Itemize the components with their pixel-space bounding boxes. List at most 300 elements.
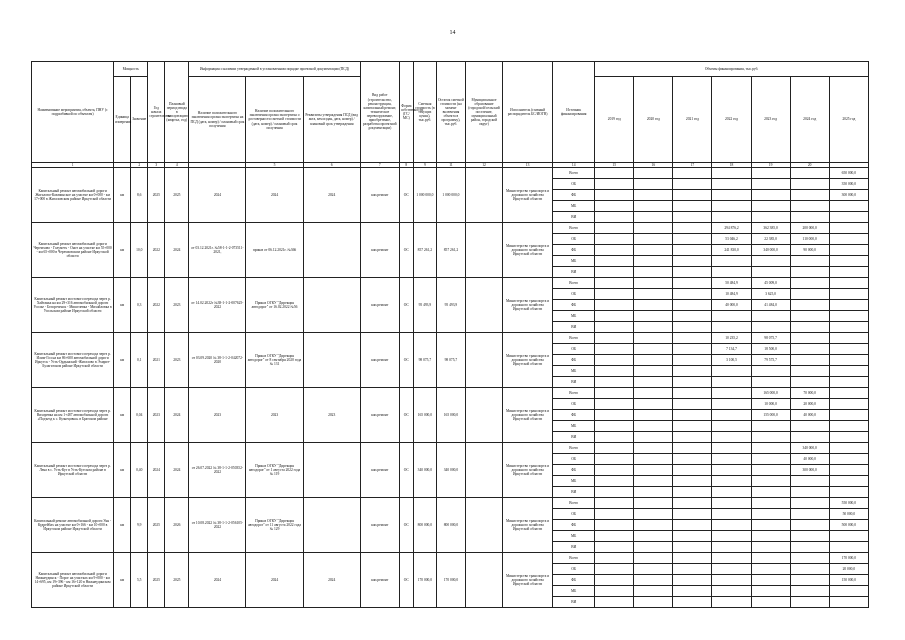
cell-amount [829, 289, 868, 300]
cell-municipality [465, 443, 502, 498]
cell-amount: 340 000,0 [751, 245, 790, 256]
cell-amount [673, 190, 712, 201]
cell-amount [751, 553, 790, 564]
header-year: 2019 год [595, 77, 634, 163]
cell-period: 2025 [165, 553, 189, 608]
header-year: 2020 год [634, 77, 673, 163]
cell-unit: км [114, 553, 131, 608]
cell-amount [751, 509, 790, 520]
cell-amount [634, 267, 673, 278]
cell-amount: 50 484,9 [712, 278, 751, 289]
cell-amount [712, 256, 751, 267]
cell-amount [790, 553, 829, 564]
cell-fin-source: ФБ [553, 355, 595, 366]
cell-amount [829, 465, 868, 476]
cell-amount [790, 498, 829, 509]
cell-amount: 40 000,0 [790, 410, 829, 421]
cell-amount [712, 443, 751, 454]
cell-amount [829, 300, 868, 311]
table-row [32, 278, 869, 289]
cell-amount [595, 256, 634, 267]
cell-amount: 7 134,7 [712, 344, 751, 355]
cell-amount [634, 344, 673, 355]
cell-executor: Министерство транспорта и дорожного хозяйства Иркутской области [503, 553, 553, 608]
cell-value: 0,04 [131, 388, 148, 443]
cell-amount [790, 575, 829, 586]
cell-amount [829, 586, 868, 597]
column-number: 15 [595, 163, 634, 168]
cell-amount [634, 498, 673, 509]
cell-amount [751, 443, 790, 454]
cell-amount [790, 179, 829, 190]
cell-amount [829, 399, 868, 410]
cell-amount [673, 289, 712, 300]
cell-amount [712, 542, 751, 553]
cell-fin-source: ВИ [553, 377, 595, 388]
cell-amount: 79 575,7 [751, 355, 790, 366]
cell-cost: 857 261,2 [413, 223, 436, 278]
cell-amount [751, 476, 790, 487]
cell-amount [751, 586, 790, 597]
cell-fin-source: ОБ [553, 509, 595, 520]
cell-value: 0,40 [131, 443, 148, 498]
cell-period: 2023 [165, 333, 189, 388]
cell-amount [634, 377, 673, 388]
cell-amount [673, 278, 712, 289]
cell-amount: 300 000,0 [790, 465, 829, 476]
cell-amount: 50 000,0 [829, 509, 868, 520]
cell-amount [790, 366, 829, 377]
cell-amount [634, 509, 673, 520]
cell-amount [634, 454, 673, 465]
cell-doc-b: Приказ ОГКУ "Дирекция автодорог" от 11 августа 2022 года № 129 [246, 498, 303, 553]
cell-amount [673, 344, 712, 355]
cell-doc-a: от 14.02.2022г №38-1-1-2-007625-2022 [189, 278, 246, 333]
cell-amount [790, 421, 829, 432]
cell-amount [673, 586, 712, 597]
cell-amount [595, 597, 634, 608]
cell-amount [634, 333, 673, 344]
cell-fin-source: МБ [553, 256, 595, 267]
cell-amount [790, 322, 829, 333]
cell-amount: 155 000,0 [751, 410, 790, 421]
cell-value: 5,5 [131, 553, 148, 608]
cell-amount [634, 190, 673, 201]
cell-amount [634, 322, 673, 333]
cell-amount [595, 267, 634, 278]
cell-name: Капитальный ремонт автомобильной дороги Уян - Кудрейбах на участке км 0+166 - км 10+000 в Иркутском районе Иркутской области [32, 498, 114, 553]
column-number: 3 [148, 163, 165, 168]
cell-amount [790, 190, 829, 201]
cell-amount [673, 223, 712, 234]
cell-amount [712, 520, 751, 531]
cell-fin-source: ВИ [553, 267, 595, 278]
cell-amount [673, 168, 712, 179]
table-row [32, 388, 869, 399]
cell-amount [595, 289, 634, 300]
cell-municipality [465, 498, 502, 553]
cell-amount [673, 553, 712, 564]
cell-unit: км [114, 278, 131, 333]
cell-amount [829, 201, 868, 212]
cell-value: 9,9 [131, 498, 148, 553]
cell-amount: 3 625,0 [751, 289, 790, 300]
cell-amount [790, 432, 829, 443]
cell-amount: 362 385,0 [751, 223, 790, 234]
cell-unit: км [114, 388, 131, 443]
cell-amount [673, 597, 712, 608]
cell-amount [712, 487, 751, 498]
cell-amount: 241 830,0 [712, 245, 751, 256]
cell-amount [595, 377, 634, 388]
cell-name: Капитальный ремонт автомобильной дороги Нижнеудинск - Порог на участках км 9+000 - км 14+695, км 19+396 - км 16+120 в Нижнеудинском районе Иркутской области [32, 553, 114, 608]
cell-amount [829, 454, 868, 465]
header-year: 2023 год [751, 77, 790, 163]
cell-amount [790, 476, 829, 487]
cell-start: 2025 [148, 498, 165, 553]
cell-amount: 22 385,0 [751, 234, 790, 245]
column-number: 5 [246, 163, 303, 168]
cell-amount [595, 333, 634, 344]
cell-amount [595, 223, 634, 234]
cell-executor: Министерство транспорта и дорожного хозяйства Иркутской области [503, 168, 553, 223]
cell-work-type: кап.ремонт [360, 223, 399, 278]
cell-municipality [465, 223, 502, 278]
cell-amount: 500 000,0 [829, 520, 868, 531]
cell-start: 2021 [148, 333, 165, 388]
cell-amount [712, 168, 751, 179]
cell-amount [673, 509, 712, 520]
cell-work-type: кап.ремонт [360, 168, 399, 223]
cell-amount: 200 000,0 [790, 223, 829, 234]
cell-amount [673, 179, 712, 190]
cell-fin-source: ФБ [553, 190, 595, 201]
cell-executor: Министерство транспорта и дорожного хозяйства Иркутской области [503, 223, 553, 278]
cell-fin-source: ОБ [553, 564, 595, 575]
cell-amount: 98 075,7 [751, 333, 790, 344]
cell-doc-c: 2024 [303, 168, 360, 223]
cell-amount [634, 355, 673, 366]
cell-executor: Министерство транспорта и дорожного хозяйства Иркутской области [503, 333, 553, 388]
cell-cost: 800 000,0 [413, 498, 436, 553]
table-body [32, 163, 869, 608]
cell-doc-b: 2023 [246, 388, 303, 443]
cell-amount [634, 410, 673, 421]
cell-start: 2023 [148, 388, 165, 443]
cell-amount [595, 476, 634, 487]
cell-amount [673, 465, 712, 476]
cell-amount: 110 000,0 [790, 234, 829, 245]
column-number: 19 [751, 163, 790, 168]
cell-amount [751, 267, 790, 278]
cell-amount [595, 300, 634, 311]
cell-amount [712, 179, 751, 190]
cell-amount [673, 377, 712, 388]
cell-amount [634, 520, 673, 531]
header-period: Плановый период ввода в эксплуатацию (квартал, год) [165, 62, 189, 163]
cell-amount [595, 190, 634, 201]
cell-amount [790, 201, 829, 212]
column-number: 2 [131, 163, 148, 168]
cell-value: 0,3 [131, 278, 148, 333]
cell-amount [595, 487, 634, 498]
cell-amount [829, 278, 868, 289]
cell-municipality [465, 553, 502, 608]
column-number: 20 [790, 163, 829, 168]
cell-work-type: кап.ремонт [360, 498, 399, 553]
cell-amount [829, 421, 868, 432]
cell-amount: 18 500,0 [751, 344, 790, 355]
cell-amount [673, 333, 712, 344]
cell-amount [634, 542, 673, 553]
cell-amount [790, 377, 829, 388]
cell-amount [634, 575, 673, 586]
cell-amount: 40 000,0 [790, 454, 829, 465]
table-row [32, 168, 869, 179]
cell-amount [829, 443, 868, 454]
cell-fin-source: ВИ [553, 432, 595, 443]
cell-amount [790, 586, 829, 597]
cell-amount [673, 542, 712, 553]
cell-amount [673, 234, 712, 245]
cell-amount [790, 267, 829, 278]
cell-fin-source: ФБ [553, 410, 595, 421]
header-doc-c: Реквизиты утверждения ПСД (вид акта, кем издан, дата, номер) / плановый срок утверждения [303, 77, 360, 163]
cell-fin-source: ОБ [553, 234, 595, 245]
cell-amount [751, 597, 790, 608]
cell-amount [595, 311, 634, 322]
cell-amount [751, 487, 790, 498]
cell-amount [673, 256, 712, 267]
cell-ownership: ОС [399, 553, 413, 608]
table-row [32, 553, 869, 564]
cell-amount [673, 432, 712, 443]
cell-amount [712, 575, 751, 586]
cell-amount [790, 278, 829, 289]
cell-amount [829, 487, 868, 498]
cell-name: Капитальный ремонт мостового перехода через р. Хайтанка на км 29+316 автомобильной дороги Усолье - Белореченск - Мишелевка - Михайловка в Усольском районе Иркутской области [32, 278, 114, 333]
cell-fin-source: ВИ [553, 212, 595, 223]
cell-amount [634, 245, 673, 256]
cell-period: 2024 [165, 223, 189, 278]
cell-amount [829, 377, 868, 388]
cell-amount [712, 597, 751, 608]
cell-remainder: 95 493,9 [436, 278, 465, 333]
cell-ownership: ОС [399, 223, 413, 278]
cell-amount [634, 421, 673, 432]
cell-amount [673, 487, 712, 498]
cell-amount [790, 509, 829, 520]
cell-amount [634, 278, 673, 289]
cell-amount [829, 322, 868, 333]
cell-doc-a: 2024 [189, 553, 246, 608]
cell-amount [712, 366, 751, 377]
cell-amount [751, 564, 790, 575]
cell-amount [634, 399, 673, 410]
cell-amount [673, 311, 712, 322]
cell-amount [673, 531, 712, 542]
column-number: 14 [553, 163, 595, 168]
cell-fin-source: МБ [553, 421, 595, 432]
cell-amount [595, 542, 634, 553]
cell-amount: 40 000,0 [712, 300, 751, 311]
cell-amount [751, 322, 790, 333]
cell-amount [712, 201, 751, 212]
cell-amount: 300 000,0 [829, 190, 868, 201]
cell-amount [595, 531, 634, 542]
cell-amount [790, 311, 829, 322]
cell-ownership: ОС [399, 333, 413, 388]
cell-amount [829, 267, 868, 278]
cell-fin-source: МБ [553, 311, 595, 322]
header-year: 2021 год [673, 77, 712, 163]
cell-amount [712, 454, 751, 465]
cell-executor: Министерство транспорта и дорожного хозяйства Иркутской области [503, 388, 553, 443]
column-number: 8 [399, 163, 413, 168]
cell-amount [829, 256, 868, 267]
cell-amount [712, 586, 751, 597]
cell-fin-source: МБ [553, 586, 595, 597]
cell-amount: 20 000,0 [790, 399, 829, 410]
cell-amount: 70 000,0 [790, 388, 829, 399]
cell-unit: км [114, 168, 131, 223]
cell-amount: 10 000,0 [751, 399, 790, 410]
cell-doc-c [303, 278, 360, 333]
cell-amount [673, 300, 712, 311]
cell-doc-a: от 26.07.2022 № 38-1-1-2-050352-2022 [189, 443, 246, 498]
cell-fin-source: ОБ [553, 399, 595, 410]
column-number: 16 [634, 163, 673, 168]
cell-amount: 150 000,0 [829, 575, 868, 586]
cell-fin-source: ФБ [553, 300, 595, 311]
header-doc-b: Наличие положительного заключения органа экспертизы о достоверности сметной стоимости (дата, номер) / плановый срок получения [246, 77, 303, 163]
cell-amount [673, 366, 712, 377]
cell-fin-source: Всего [553, 168, 595, 179]
cell-amount [751, 256, 790, 267]
cell-fin-source: Всего [553, 553, 595, 564]
cell-amount [595, 366, 634, 377]
cell-fin-source: ФБ [553, 575, 595, 586]
cell-amount: 53 046,2 [712, 234, 751, 245]
cell-amount [829, 234, 868, 245]
table-header [32, 62, 869, 163]
cell-amount [634, 179, 673, 190]
cell-fin-source: ОБ [553, 344, 595, 355]
cell-period: 2026 [165, 498, 189, 553]
cell-remainder: 98 075,7 [436, 333, 465, 388]
cell-doc-c [303, 223, 360, 278]
cell-amount [751, 454, 790, 465]
cell-amount [712, 377, 751, 388]
cell-fin-source: Всего [553, 388, 595, 399]
cell-amount [595, 410, 634, 421]
cell-amount [595, 421, 634, 432]
cell-municipality [465, 388, 502, 443]
cell-amount [712, 465, 751, 476]
cell-amount [595, 322, 634, 333]
cell-doc-b: 2024 [246, 553, 303, 608]
table-row [32, 333, 869, 344]
cell-amount [790, 300, 829, 311]
cell-remainder: 800 000,0 [436, 498, 465, 553]
cell-amount [712, 190, 751, 201]
cell-amount [595, 355, 634, 366]
cell-amount [634, 223, 673, 234]
header-executor: Исполнитель (главный распорядитель БС/ИОГВ) [503, 62, 553, 163]
cell-doc-a: от 03.09.2020 № 38-1-1-2-042072-2020 [189, 333, 246, 388]
column-number: 9 [413, 163, 436, 168]
cell-amount [595, 586, 634, 597]
cell-municipality [465, 278, 502, 333]
cell-amount [712, 476, 751, 487]
cell-amount [673, 520, 712, 531]
cell-amount: 20 000,0 [829, 564, 868, 575]
cell-amount [829, 223, 868, 234]
cell-unit: км [114, 498, 131, 553]
cell-amount [673, 454, 712, 465]
column-number: 13 [503, 163, 553, 168]
cell-amount [751, 465, 790, 476]
cell-amount [634, 311, 673, 322]
cell-amount [634, 212, 673, 223]
table-row [32, 498, 869, 509]
cell-remainder: 170 000,0 [436, 553, 465, 608]
column-number: 1 [32, 163, 114, 168]
cell-amount [751, 498, 790, 509]
cell-amount [595, 212, 634, 223]
cell-start: 2025 [148, 168, 165, 223]
cell-amount [595, 344, 634, 355]
cell-cost: 170 000,0 [413, 553, 436, 608]
cell-fin-source: Всего [553, 498, 595, 509]
cell-amount [634, 443, 673, 454]
cell-cost: 1 000 000,0 [413, 168, 436, 223]
cell-amount [712, 509, 751, 520]
cell-amount [595, 168, 634, 179]
cell-cost: 165 000,0 [413, 388, 436, 443]
cell-amount [712, 432, 751, 443]
table-row [32, 223, 869, 234]
cell-doc-c: 2023 [303, 388, 360, 443]
column-number: 7 [360, 163, 399, 168]
cell-name: Капитальный ремонт автомобильной дороги Черемхово - Голуметь - Онот на участке км 55+000 - км 65+000 в Черемховском районе Иркутской области [32, 223, 114, 278]
cell-amount [673, 355, 712, 366]
cell-fin-source: Всего [553, 443, 595, 454]
cell-amount [829, 311, 868, 322]
cell-amount [673, 322, 712, 333]
cell-period: 2024 [165, 388, 189, 443]
cell-amount [790, 289, 829, 300]
cell-cost: 95 493,9 [413, 278, 436, 333]
cell-amount [634, 289, 673, 300]
cell-doc-a: от 03.12.2021г. №58-1-1-2-073511-2021, [189, 223, 246, 278]
cell-period: 2024 [165, 443, 189, 498]
cell-start: 2022 [148, 278, 165, 333]
cell-amount [829, 432, 868, 443]
cell-amount [751, 311, 790, 322]
cell-amount [634, 388, 673, 399]
cell-amount [712, 553, 751, 564]
cell-start: 2025 [148, 553, 165, 608]
cell-amount [751, 212, 790, 223]
cell-amount [790, 256, 829, 267]
cell-amount [712, 410, 751, 421]
cell-amount [751, 366, 790, 377]
cell-amount [634, 531, 673, 542]
cell-doc-b: 2024 [246, 168, 303, 223]
cell-period: 2023 [165, 278, 189, 333]
cell-fin-source: ВИ [553, 542, 595, 553]
